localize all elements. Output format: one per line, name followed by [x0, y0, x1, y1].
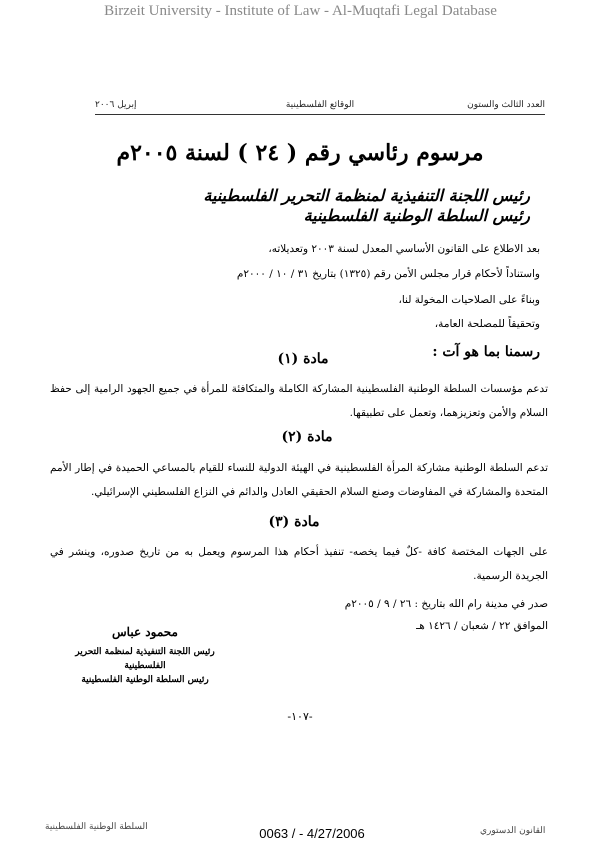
issued-place-date: صدر في مدينة رام الله بتاريخ : ٢٦ / ٩ / ٢٠٠٥م — [344, 598, 548, 610]
signatory-title: رئيس اللجنة التنفيذية لمنظمة التحرير الفلسطينية — [75, 647, 215, 671]
signatory-title: رئيس السلطة الوطنية الفلسطينية — [81, 675, 209, 685]
gazette-header — [95, 100, 545, 115]
preamble-line: وتحقيقاً للمصلحة العامة، — [434, 318, 540, 330]
signatory-name: محمود عباس — [112, 625, 178, 639]
footer-record-date: 0063 / - 4/27/2006 — [259, 826, 365, 841]
issue-number: العدد الثالث والستون — [467, 100, 545, 110]
issuer-title-plo: رئيس اللجنة التنفيذية لمنظمة التحرير الفلسطينية — [203, 186, 530, 205]
preamble-line: وبناءً على الصلاحيات المخولة لنا، — [398, 294, 540, 306]
preamble-line: بعد الاطلاع على القانون الأساسي المعدل لسنة ٢٠٠٣ وتعديلاته، — [268, 243, 540, 255]
article-text: تدعم السلطة الوطنية مشاركة المرأة الفلسطينية في الهيئة الدولية للنساء للقيام بالمساعي الحميدة في إطار الأمم المتحدة والمشاركة في المفاوضات وصنع السلام الحقيقي العادل والدائم في النزاع الفلسطيني الإسرائيلي. — [50, 462, 548, 498]
footer-category-left: السلطة الوطنية الفلسطينية — [45, 822, 148, 832]
issuer-title-pna: رئيس السلطة الوطنية الفلسطينية — [303, 206, 530, 225]
gazette-name: الوقائع الفلسطينية — [285, 100, 355, 110]
article-heading: مادة (١) — [277, 351, 329, 367]
preamble-line: واستناداً لأحكام قرار مجلس الأمن رقم (١٣٢٥) بتاريخ ٣١ / ١٠ / ٢٠٠٠م — [236, 268, 540, 280]
article-heading: مادة (٣) — [268, 514, 320, 530]
page-number: -١٠٧- — [287, 710, 313, 723]
decree-formula: رسمنا بما هو آت : — [432, 344, 540, 360]
issue-date: إبريل ٢٠٠٦ — [95, 100, 137, 110]
article-text: تدعم مؤسسات السلطة الوطنية الفلسطينية المشاركة الكاملة والمتكافئة للمرأة في جميع الجهود الرامية إلى حفظ السلام والأمن وتعزيزهما، وتعمل على تطبيقها. — [50, 383, 548, 419]
issued-hijri-date: الموافق ٢٢ / شعبان / ١٤٢٦ هـ — [416, 620, 548, 632]
article-text: على الجهات المختصة كافة -كلٌ فيما يخصه- تنفيذ أحكام هذا المرسوم ويعمل به من تاريخ صدوره، وينشر في الجريدة الرسمية. — [50, 546, 548, 582]
decree-title: مرسوم رئاسي رقم ( ٢٤ ) لسنة ٢٠٠٥م — [116, 140, 484, 166]
watermark: Birzeit University - Institute of Law - Al-Muqtafi Legal Database — [104, 3, 497, 19]
signature-block — [55, 625, 235, 687]
article-heading: مادة (٢) — [281, 429, 333, 445]
footer-category-right: القانون الدستوري — [480, 826, 546, 836]
